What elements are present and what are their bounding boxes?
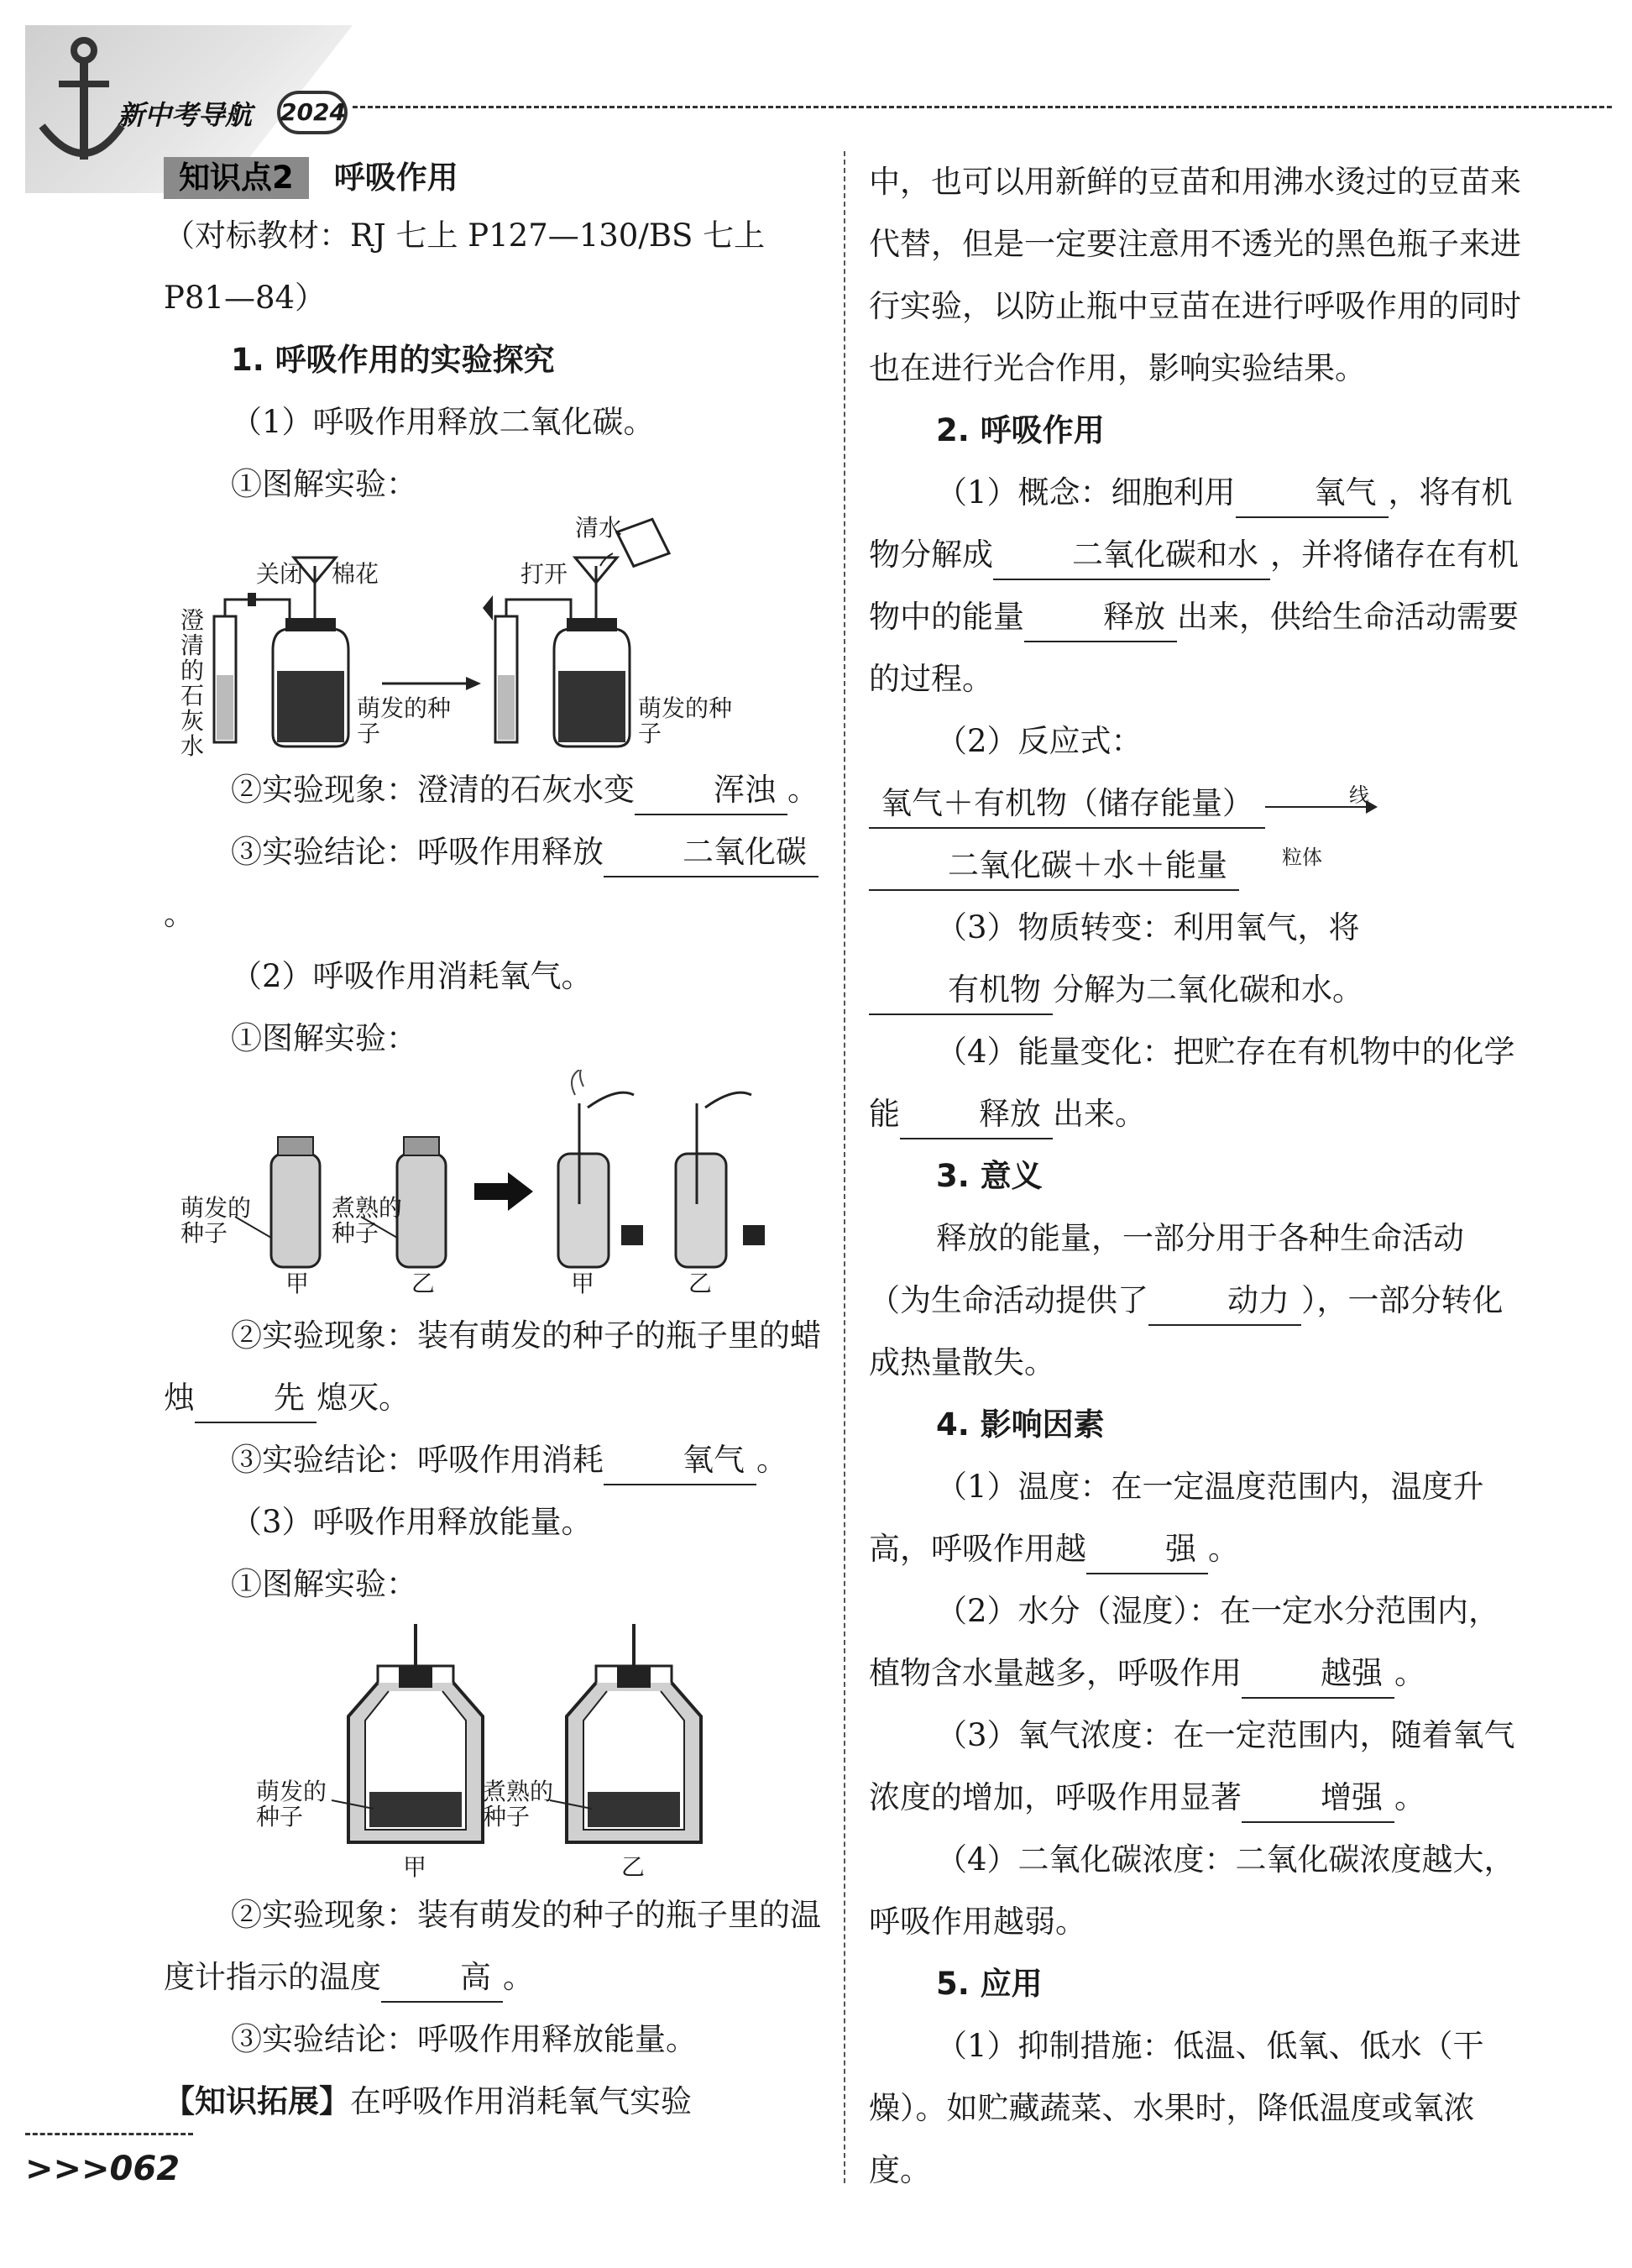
concept-paragraph xyxy=(869,462,1524,710)
answer-blank: 释放 xyxy=(1024,594,1177,642)
concept-text: ，并将储存在有机物中的能量 xyxy=(869,537,1519,635)
observation-text: ②实验现象：澄清的石灰水变 xyxy=(231,772,635,808)
subsection-title: 3. 意义 xyxy=(936,1158,1043,1194)
experiment-2-title: （2）呼吸作用消耗氧气。 xyxy=(231,958,593,994)
meaning-paragraph xyxy=(869,1207,1524,1394)
series-year: 2024 xyxy=(277,91,348,134)
label-yi: 乙 xyxy=(688,1270,713,1297)
figure-co2-experiment xyxy=(164,516,827,759)
energy-text: （4）能量变化：把贮存在有机物中的化学能 xyxy=(869,1034,1515,1132)
factor-text: 。 xyxy=(1394,1779,1425,1815)
label-cotton: 棉花 xyxy=(332,560,379,588)
experiment-2-observation xyxy=(164,1305,827,1429)
label-yi: 乙 xyxy=(621,1853,646,1881)
answer-blank: 氧气 xyxy=(604,1437,756,1485)
experiment-1-title: （1）呼吸作用释放二氧化碳。 xyxy=(231,404,655,440)
factor-text: （2）水分（湿度）：在一定水分范围内，植物含水量越多，呼吸作用 xyxy=(869,1593,1500,1691)
header-rule xyxy=(353,106,1612,108)
answer-blank: 释放 xyxy=(900,1091,1053,1139)
experiment-2-conclusion xyxy=(164,1429,827,1491)
label-cooked-seeds: 煮熟的种子 xyxy=(483,1778,554,1831)
answer-blank: 增强 xyxy=(1242,1774,1394,1823)
label-seeds-right: 萌发的种子 xyxy=(638,694,733,747)
label-germinating-seeds: 萌发的种子 xyxy=(256,1778,327,1831)
label-closed: 关闭 xyxy=(256,560,304,588)
label-yi: 乙 xyxy=(411,1270,436,1297)
factor-co2: （4）二氧化碳浓度：二氧化碳浓度越大，呼吸作用越弱。 xyxy=(869,1841,1515,1940)
factor-text: （3）氧气浓度：在一定范围内，随着氧气浓度的增加，呼吸作用显著 xyxy=(869,1717,1515,1815)
observation-text: ②实验现象：装有萌发的种子的瓶子里的温度计指示的温度 xyxy=(164,1897,821,1995)
concept-text: （1）概念：细胞利用 xyxy=(936,474,1236,511)
observation-text: ②实验现象：装有萌发的种子的瓶子里的蜡烛 xyxy=(164,1317,821,1416)
factor-text: 。 xyxy=(1394,1655,1425,1691)
figure-oxygen-experiment xyxy=(164,1070,827,1305)
label-seeds-left: 萌发的种子 xyxy=(357,694,452,747)
application-paragraph: （1）抑制措施：低温、低氧、低水（干燥）。如贮藏蔬菜、水果时，降低温度或氧浓度。 xyxy=(869,2028,1484,2188)
conclusion-text: ③实验结论：呼吸作用消耗 xyxy=(231,1442,604,1478)
section-title: 呼吸作用 xyxy=(333,160,458,196)
observation-text-end: 熄灭。 xyxy=(316,1380,410,1416)
matter-paragraph xyxy=(869,897,1524,1021)
factor-water xyxy=(869,1580,1524,1705)
right-column xyxy=(869,151,1524,2202)
candle-jars-diagram xyxy=(164,1070,827,1305)
answer-blank: 二氧化碳和水 xyxy=(993,532,1270,580)
extension-text: 在呼吸作用消耗氧气实验 xyxy=(350,2083,692,2119)
answer-blank: 氧气 xyxy=(1236,469,1389,518)
observation-text-end: 。 xyxy=(503,1959,534,1995)
answer-blank: 先 xyxy=(195,1375,316,1423)
subsection-title: 5. 应用 xyxy=(936,1966,1043,2002)
meaning-text: 释放的能量，一部分用于各种生命活动（为生命活动提供了 xyxy=(869,1220,1464,1318)
footer-rule xyxy=(25,2133,193,2135)
experiment-3-conclusion: ③实验结论：呼吸作用释放能量。 xyxy=(231,2021,697,2057)
experiment-1-observation xyxy=(164,759,827,821)
answer-blank: 二氧化碳 xyxy=(604,829,819,877)
subsection-title: 4. 影响因素 xyxy=(936,1406,1105,1443)
label-water: 清水 xyxy=(575,514,623,542)
concept-text: ，将有机物分解成 xyxy=(869,474,1513,573)
column-divider xyxy=(844,151,845,2183)
energy-paragraph xyxy=(869,1021,1524,1145)
subsection-title: 1. 呼吸作用的实验探究 xyxy=(231,342,555,378)
label-limewater: 澄清的石灰水 xyxy=(180,606,205,760)
anchor-icon xyxy=(34,34,126,176)
experiment-1-fig-label: ①图解实验： xyxy=(231,466,417,502)
reaction-text: （2）反应式： xyxy=(936,723,1143,759)
meaning-text: ），一部分转化成热量散失。 xyxy=(869,1282,1504,1380)
conclusion-text-end: 。 xyxy=(756,1442,787,1478)
label-germinating-seeds: 萌发的种子 xyxy=(180,1194,252,1247)
reaction-arrow xyxy=(1265,783,1383,869)
answer-blank: 强 xyxy=(1086,1526,1208,1574)
subsection-title: 2. 呼吸作用 xyxy=(936,412,1105,448)
conclusion-text: ③实验结论：呼吸作用释放 xyxy=(231,834,604,870)
arrow-label: 线粒体 xyxy=(1282,783,1369,869)
answer-blank: 二氧化碳＋水＋能量 xyxy=(869,842,1239,891)
series-title: 新中考导航 xyxy=(118,99,253,131)
answer-blank: 氧气＋有机物（储存能量） xyxy=(869,780,1265,829)
answer-blank: 有机物 xyxy=(869,966,1053,1015)
label-jia: 甲 xyxy=(403,1853,427,1881)
factor-text: （1）温度：在一定温度范围内，温度升高，呼吸作用越 xyxy=(869,1469,1484,1567)
experiment-3-title: （3）呼吸作用释放能量。 xyxy=(231,1504,593,1540)
conclusion-text-end: 。 xyxy=(164,896,195,932)
reaction-paragraph xyxy=(869,710,1524,897)
left-column xyxy=(164,151,827,2133)
energy-text: 出来。 xyxy=(1053,1096,1146,1132)
label-cooked-seeds: 煮熟的种子 xyxy=(332,1194,403,1247)
answer-blank: 高 xyxy=(381,1954,503,2003)
knowledge-tag: 知识点2 xyxy=(164,157,309,199)
extension-label: 【知识拓展】 xyxy=(164,2083,350,2119)
page-number: >>>062 xyxy=(25,2150,180,2188)
answer-blank: 越强 xyxy=(1242,1650,1394,1699)
matter-text: （3）物质转变：利用氧气，将 xyxy=(936,909,1360,945)
extension-continued: 中，也可以用新鲜的豆苗和用沸水烫过的豆苗来代替，但是一定要注意用不透光的黑色瓶子来进行实验，以防止瓶中豆苗在进行呼吸作用的同时也在进行光合作用，影响实验结果。 xyxy=(869,164,1521,386)
answer-blank: 动力 xyxy=(1148,1277,1301,1326)
experiment-2-fig-label: ①图解实验： xyxy=(231,1020,417,1056)
thermos-diagram xyxy=(164,1616,827,1884)
label-jia: 甲 xyxy=(285,1270,310,1297)
factor-oxygen xyxy=(869,1705,1524,1829)
factor-temperature xyxy=(869,1456,1524,1580)
concept-text: 出来，供给生命活动需要的过程。 xyxy=(869,599,1519,697)
section-heading xyxy=(164,151,827,205)
experiment-3-observation xyxy=(164,1884,827,2009)
label-open: 打开 xyxy=(520,560,568,588)
figure-energy-experiment xyxy=(164,1616,827,1884)
matter-text: 分解为二氧化碳和水。 xyxy=(1053,972,1363,1008)
label-jia: 甲 xyxy=(571,1270,595,1297)
experiment-1-conclusion xyxy=(164,821,827,945)
answer-blank: 浑浊 xyxy=(635,767,787,815)
textbook-reference: （对标教材：RJ 七上 P127—130/BS 七上 P81—84） xyxy=(164,217,766,316)
factor-text: 。 xyxy=(1208,1531,1239,1567)
experiment-3-fig-label: ①图解实验： xyxy=(231,1566,417,1602)
observation-text-end: 。 xyxy=(787,772,819,808)
knowledge-extension xyxy=(164,2071,827,2133)
